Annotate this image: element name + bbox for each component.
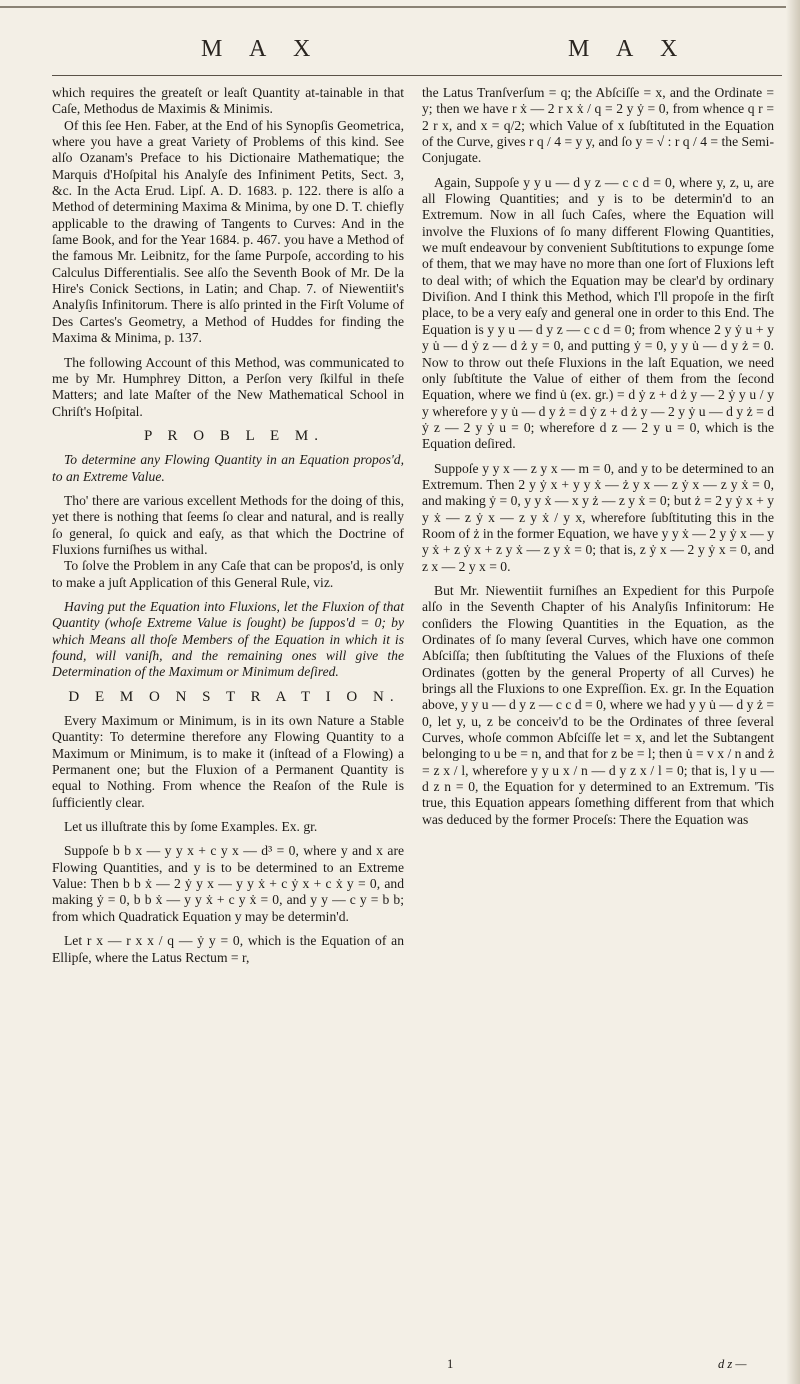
- right-paragraph-4: But Mr. Niewentiit furniſhes an Expedient for this Purpoſe alſo in the Seventh Chapter of his Analyſis Infinitorum: He conſiders the Flowing Quantities in the Equation, as the Ordinates of ſo many ſeveral Curves, which have one common Abſciſſa; then ſubſtituting the Values of the Fluxions of theſe Ordinates (gotten by the general Property of all Curves) he brings all the Fluxions to one Expreſſion. Ex. gr. In the Equation above, y y u — d y z — c c d = 0, where we had y y u̇ — d y ż = 0, let y, u, z be conceiv'd to be the Ordinates of three ſeveral Curves, whoſe common Abſciſſe let = x, and let the Subtangent belonging to u be = n, and that for z be = l; then u̇ = v x / n and ż = z x / l, wherefore y y u x / n — d y z x / l = 0; that is, l y u — d z n = 0, the Equation for y determined to an Extremum. 'Tis true, this Equation appears ſomething different from that which was deduced by the former Proceſs: There the Equation was: [422, 582, 774, 827]
- signature-mark: 1: [447, 1357, 454, 1371]
- left-paragraph-6: Every Maximum or Minimum, is in its own Nature a Stable Quantity: To determine therefore any Flowing Quantity to a Maximum or Minimum, is to make it (inſtead of a Flowing) a Permanent one; but the Fluxion of a Permanent Quantity is equal to Nothing. From whence the Reaſon of the Rule is ſufficiently clear.: [52, 713, 404, 810]
- general-rule: Having put the Equation into Fluxions, let the Fluxion of that Quantity (whoſe Extreme Value is ſought) be ſuppos'd = 0; by which Means all thoſe Members of the Equation in which it is found, will vaniſh, and the remaining ones will give the Determination of the Maximum or Minimum deſired.: [52, 598, 404, 680]
- demonstration-heading: D E M O N S T R A T I O N.: [68, 688, 400, 705]
- top-edge-rule: [0, 6, 800, 8]
- right-paragraph-3: Suppoſe y y x — z y x — m = 0, and y to be determined to an Extremum. Then 2 y ẏ x + y y ẋ — ż y x — z ẏ x — z y ẋ = 0, and making ẏ = 0, y y ẋ — x y ż — z y ẋ = 0; but ż = 2 y ẏ x + y y ẋ — z ẏ x — z y ẋ / y x, wherefore ſubſtituting this in the Room of ż in the former Equation, we have y y ẋ — 2 y ẏ x — y y ẋ + z ẏ x + z y ẋ — z y ẋ = 0; that is, z ẏ x — 2 y ẏ x = 0, and z x — 2 y x = 0.: [422, 460, 774, 574]
- left-paragraph-1: which requires the greateſt or leaſt Quantity at-tainable in that Caſe, Methodus de Maximis & Minimis.: [52, 85, 404, 117]
- right-paragraph-2: Again, Suppoſe y y u — d y z — c c d = 0, where y, z, u, are all Flowing Quantities; and y is to be determin'd to an Extremum. Now in all ſuch Caſes, where the Equation will involve the Fluxions of ſo many different Flowing Quantities, we muſt endeavour by convenient Subſtitutions to expunge ſome of them, that we may have no more than one ſort of Fluxions left to deal with; of which the Equation may be clear'd by ordinary Diviſion. And I think this Method, which I'll propoſe in the firſt place, to be a very eaſy and general one in order to this End. The Equation is y y u — d y z — c c d = 0; from whence 2 y ẏ u + y y u̇ — d ẏ z — d ż y = 0, and putting ẏ = 0, y y u̇ — d y ż = 0. Now to throw out theſe Fluxions in the laſt Equation, we need only ſubſtitute the Value of either of them from the ſecond Equation, where we find u̇ (ex. gr.) = d ẏ z + d ż y — 2 ẏ y u / y y wherefore y y u̇ — d y ż = d ẏ z + d ż y — 2 y ẏ u — d y ż = d ẏ z — 2 y ẏ u = 0; wherefore d z — 2 y u = 0, which is the Equation deſired.: [422, 174, 774, 452]
- left-column: [52, 85, 404, 966]
- right-paragraph-1: the Latus Tranſverſum = q; the Abſciſſe = x, and the Ordinate = y; then we have r ẋ — 2 r x ẋ / q = 2 y ẏ = 0, from whence q r = 2 r x, and x = q/2; which Value of x ſubſtituted in the Equation of the Curve, gives r q / 4 = y y, and ſo y = √ : r q / 4 = the Semi-Conjugate.: [422, 85, 774, 166]
- problem-heading: P R O B L E M.: [144, 427, 324, 444]
- left-paragraph-8: Suppoſe b b x — y y x + c y x — d³ = 0, where y and x are Flowing Quantities, and y is to be determined to an Extreme Value: Then b b ẋ — 2 ẏ y x — y y ẋ + c ẏ x + c ẋ y = 0, and making ẏ = 0, b b ẋ — y y ẋ + c y ẋ = 0, and y y — c y = b b; from which Quadratick Equation y may be determin'd.: [52, 843, 404, 924]
- running-head-left: M A X: [201, 36, 322, 62]
- left-paragraph-4: Tho' there are various excellent Methods for the doing of this, yet there is nothing that ſeems ſo clear and natural, and is really ſo general, ſo quick and eaſy, as that which the Doctrine of Fluxions furniſhes us withal.: [52, 492, 404, 557]
- left-paragraph-5: To ſolve the Problem in any Caſe that can be propos'd, is only to make a juſt Application of this General Rule, viz.: [52, 558, 404, 590]
- left-paragraph-9: Let r x — r x x / q — ẏ y = 0, which is the Equation of an Ellipſe, where the Latus Rectum = r,: [52, 933, 404, 965]
- left-paragraph-7: Let us illuſtrate this by ſome Examples. Ex. gr.: [64, 819, 318, 835]
- page-edge-shadow: [786, 0, 800, 1384]
- right-column: [422, 85, 774, 828]
- left-paragraph-2: Of this ſee Hen. Faber, at the End of his Synopſis Geometrica, where you have a great Variety of Problems of this kind. See alſo Ozanam's Preface to his Dictionaire Mathematique; the Marquis d'Hoſpital his Analyſe des Infiniment Petits, Sect. 3, &c. In the Acta Erud. Lipſ. A. D. 1683. p. 122. there is alſo a Method of determining Maxima & Minima, by one D. T. chiefly applicable to the drawing of Tangents to Curves: And in the ſame Book, and for the Year 1684. p. 467. you have a Method of the famous Mr. Leibnitz, for the ſame Purpoſe, according to his Calculus Differentialis. See alſo the Seventh Book of Mr. De la Hire's Conick Sections, in Latin; and Chap. 7. of Niewentiit's Analyſis Infinitorum. There is alſo printed in the Firſt Volume of Des Cartes's Geometry, a Method of Huddes for finding the Maxima & Minima, p. 137.: [52, 117, 404, 346]
- problem-statement: To determine any Flowing Quantity in an Equation propos'd, to an Extreme Value.: [52, 452, 404, 484]
- running-head-right: M A X: [568, 36, 689, 62]
- left-paragraph-3: The following Account of this Method, was communicated to me by Mr. Humphrey Ditton, a Perſon very ſkilful in theſe Matters; and late Maſter of the New Mathematical School in Chriſt's Hoſpital.: [52, 354, 404, 419]
- header-rule: [52, 75, 782, 76]
- catchword: d z —: [718, 1357, 747, 1371]
